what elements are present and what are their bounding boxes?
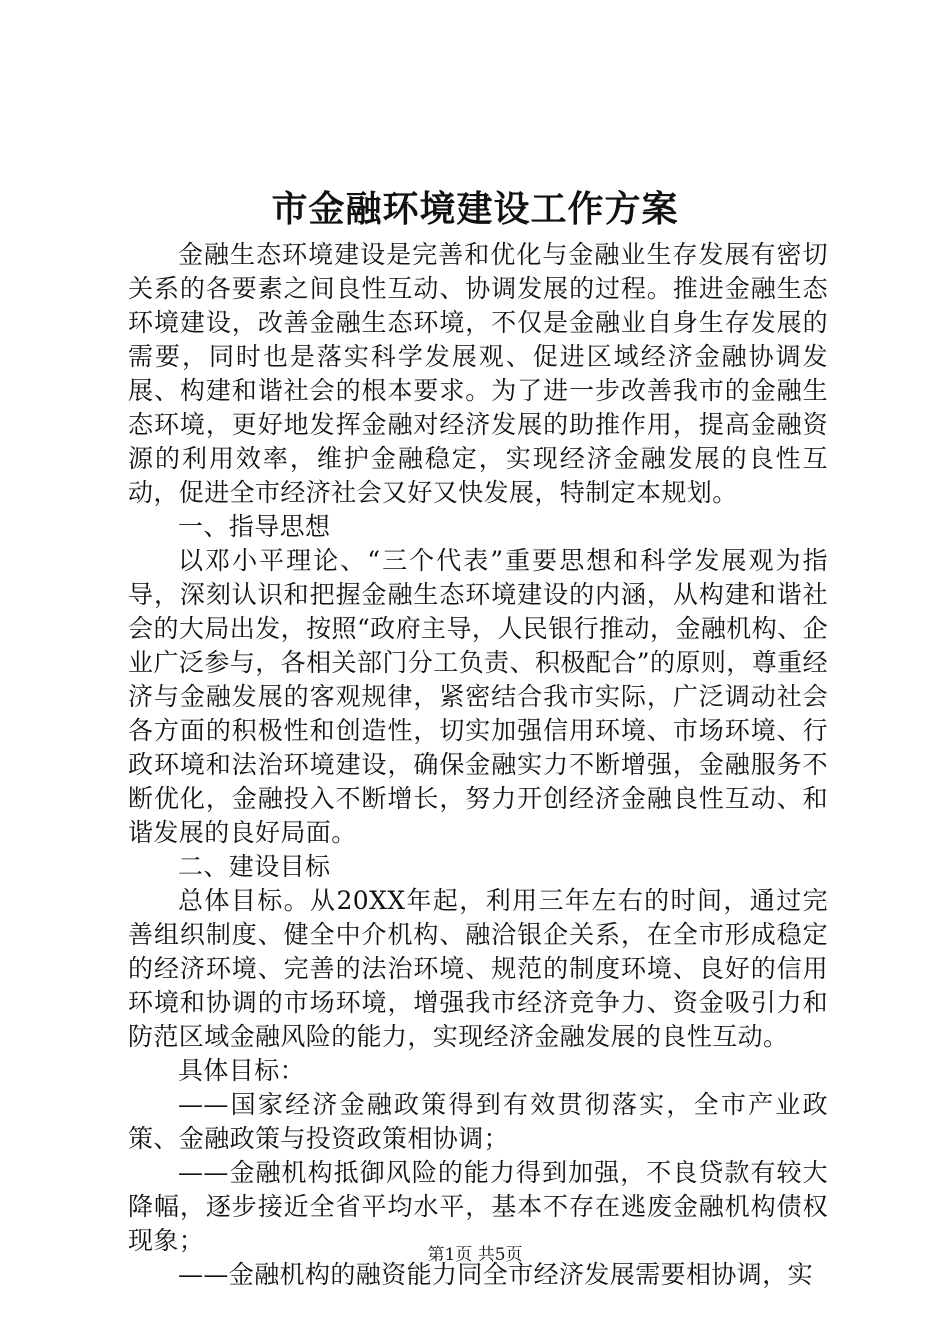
guiding-ideology-paragraph: 以邓小平理论、“三个代表”重要思想和科学发展观为指导，深刻认识和把握金融生态环境建设的内涵，从构建和谐社会的大局出发，按照“政府主导，人民银行推动，金融机构、企业广泛参与，各相关部门分工负责、积极配合”的原则，尊重经济与金融发展的客观规律，紧密结合我市实际，广泛调动社会各方面的积极性和创造性，切实加强信用环境、市场环境、行政环境和法治环境建设，确保金融实力不断增强，金融服务不断优化，金融投入不断增长，努力开创经济金融良性互动、和谐发展的良好局面。 (128, 546, 828, 847)
goal-item-risk: ——金融机构抵御风险的能力得到加强，不良贷款有较大降幅，逐步接近全省平均水平，基本不存在逃废金融机构债权现象； (128, 1158, 828, 1255)
overall-goal-paragraph: 总体目标。从20XX年起，利用三年左右的时间，通过完善组织制度、健全中介机构、融洽银企关系，在全市形成稳定的经济环境、完善的法治环境、规范的制度环境、良好的信用环境和协调的市场环境，增强我市经济竞争力、资金吸引力和防范区域金融风险的能力，实现经济金融发展的良性互动。 (128, 886, 828, 1051)
document-title: 市金融环境建设工作方案 (271, 188, 679, 230)
document-body (128, 238, 828, 1292)
goal-item-financing: ——金融机构的融资能力同全市经济发展需要相协调，实 (178, 1260, 814, 1289)
intro-paragraph: 金融生态环境建设是完善和优化与金融业生存发展有密切关系的各要素之间良性互动、协调发展的过程。推进金融生态环境建设，改善金融生态环境，不仅是金融业自身生存发展的需要，同时也是落实科学发展观、促进区域经济金融协调发展、构建和谐社会的根本要求。为了进一步改善我市的金融生态环境，更好地发挥金融对经济发展的助推作用，提高金融资源的利用效率，维护金融稳定，实现经济金融发展的良性互动，促进全市经济社会又好又快发展，特制定本规划。 (128, 240, 828, 507)
page-footer: 第1页 共5页 (427, 1245, 523, 1265)
section-heading-construction-goals: 二、建设目标 (178, 852, 331, 881)
goal-item-policy: ——国家经济金融政策得到有效贯彻落实，全市产业政策、金融政策与投资政策相协调； (128, 1090, 828, 1153)
section-heading-guiding-ideology: 一、指导思想 (178, 512, 331, 541)
specific-goals-heading: 具体目标： (178, 1056, 306, 1085)
